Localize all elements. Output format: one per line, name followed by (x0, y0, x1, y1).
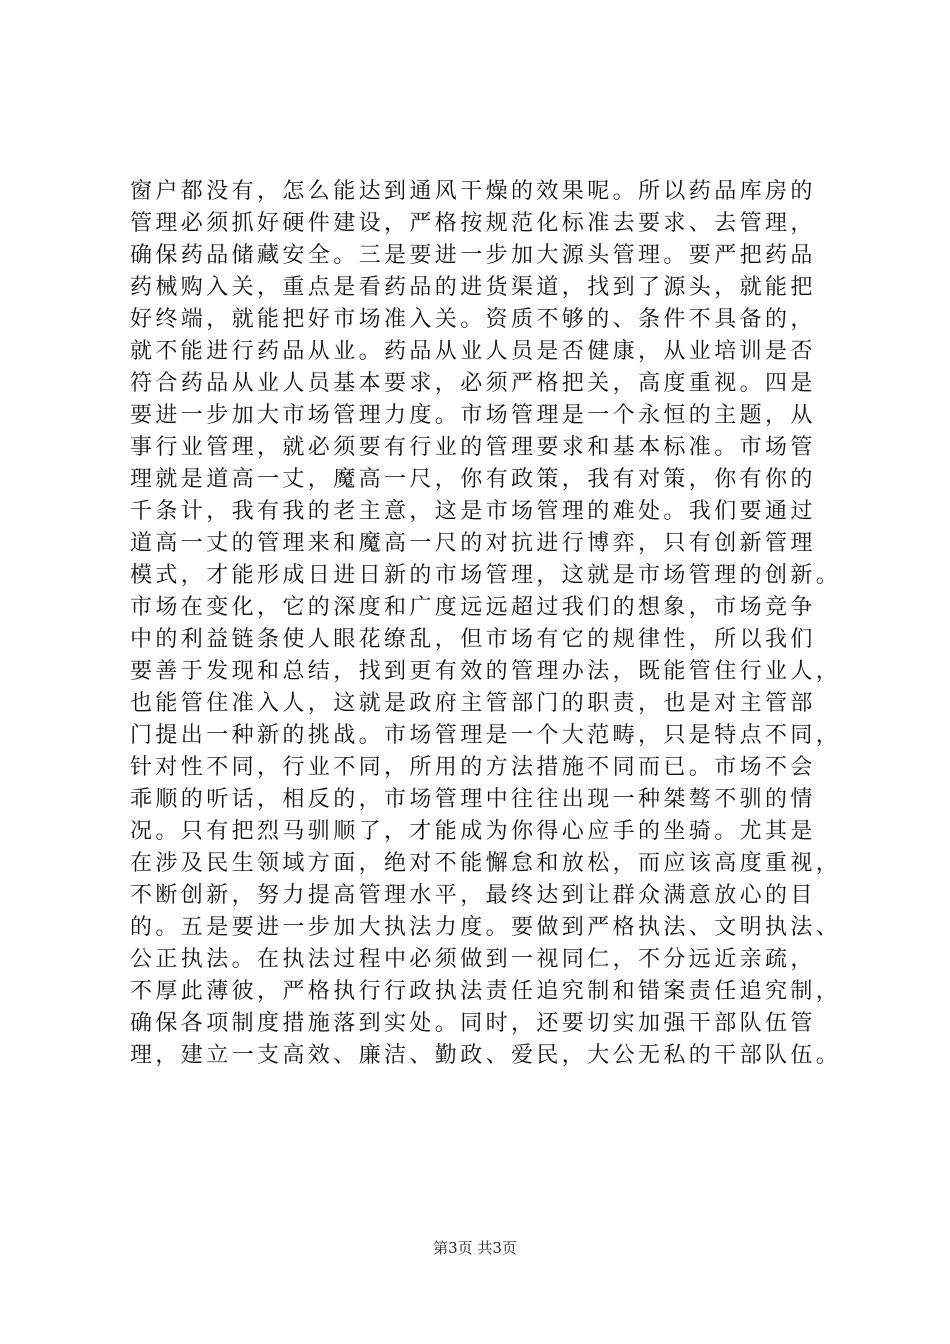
text-line: 就不能进行药品从业。药品从业人员是否健康，从业培训是否 (130, 339, 816, 364)
text-line: 确保各项制度措施落到实处。同时，还要切实加强干部队伍管 (130, 1011, 816, 1036)
document-body (130, 176, 860, 1072)
text-line: 况。只有把烈马驯顺了，才能成为你得心应手的坐骑。尤其是 (130, 819, 816, 844)
text-line: 道高一丈的管理来和魔高一尺的对抗进行博弈，只有创新管理 (130, 531, 816, 556)
text-line: 的。五是要进一步加大执法力度。要做到严格执法、文明执法、 (130, 915, 842, 940)
text-line: 不厚此薄彼，严格执行行政执法责任追究制和错案责任追究制， (130, 979, 842, 1004)
text-line: 要善于发现和总结，找到更有效的管理办法，既能管住行业人， (130, 659, 842, 684)
text-line: 好终端，就能把好市场准入关。资质不够的、条件不具备的， (130, 307, 816, 332)
text-line: 符合药品从业人员基本要求，必须严格把关，高度重视。四是 (130, 371, 816, 396)
text-line: 乖顺的听话，相反的，市场管理中往往出现一种桀骜不驯的情 (130, 787, 816, 812)
text-line: 针对性不同，行业不同，所用的方法措施不同而已。市场不会 (130, 755, 816, 780)
text-line: 也能管住准入人，这就是政府主管部门的职责，也是对主管部 (130, 691, 816, 716)
text-line: 理，建立一支高效、廉洁、勤政、爱民，大公无私的干部队伍。 (130, 1043, 842, 1068)
text-line: 理就是道高一丈，魔高一尺，你有政策，我有对策，你有你的 (130, 467, 816, 492)
text-line: 市场在变化，它的深度和广度远远超过我们的想象，市场竞争 (130, 595, 816, 620)
page-number-footer: 第3页 共3页 (433, 1239, 517, 1257)
text-line: 在涉及民生领域方面，绝对不能懈怠和放松，而应该高度重视， (130, 851, 842, 876)
text-line: 门提出一种新的挑战。市场管理是一个大范畴，只是特点不同， (130, 723, 842, 748)
text-line: 不断创新，努力提高管理水平，最终达到让群众满意放心的目 (130, 883, 816, 908)
text-line: 管理必须抓好硬件建设，严格按规范化标准去要求、去管理， (130, 211, 816, 236)
text-line: 确保药品储藏安全。三是要进一步加大源头管理。要严把药品 (130, 243, 816, 268)
text-line: 中的利益链条使人眼花缭乱，但市场有它的规律性，所以我们 (130, 627, 816, 652)
text-line: 事行业管理，就必须要有行业的管理要求和基本标准。市场管 (130, 435, 816, 460)
text-line: 窗户都没有，怎么能达到通风干燥的效果呢。所以药品库房的 (130, 179, 816, 204)
text-line: 药械购入关，重点是看药品的进货渠道，找到了源头，就能把 (130, 275, 816, 300)
text-line: 要进一步加大市场管理力度。市场管理是一个永恒的主题，从 (130, 403, 816, 428)
text-line: 公正执法。在执法过程中必须做到一视同仁，不分远近亲疏， (130, 947, 816, 972)
text-line: 千条计，我有我的老主意，这是市场管理的难处。我们要通过 (130, 499, 816, 524)
text-line: 模式，才能形成日进日新的市场管理，这就是市场管理的创新。 (130, 563, 842, 588)
